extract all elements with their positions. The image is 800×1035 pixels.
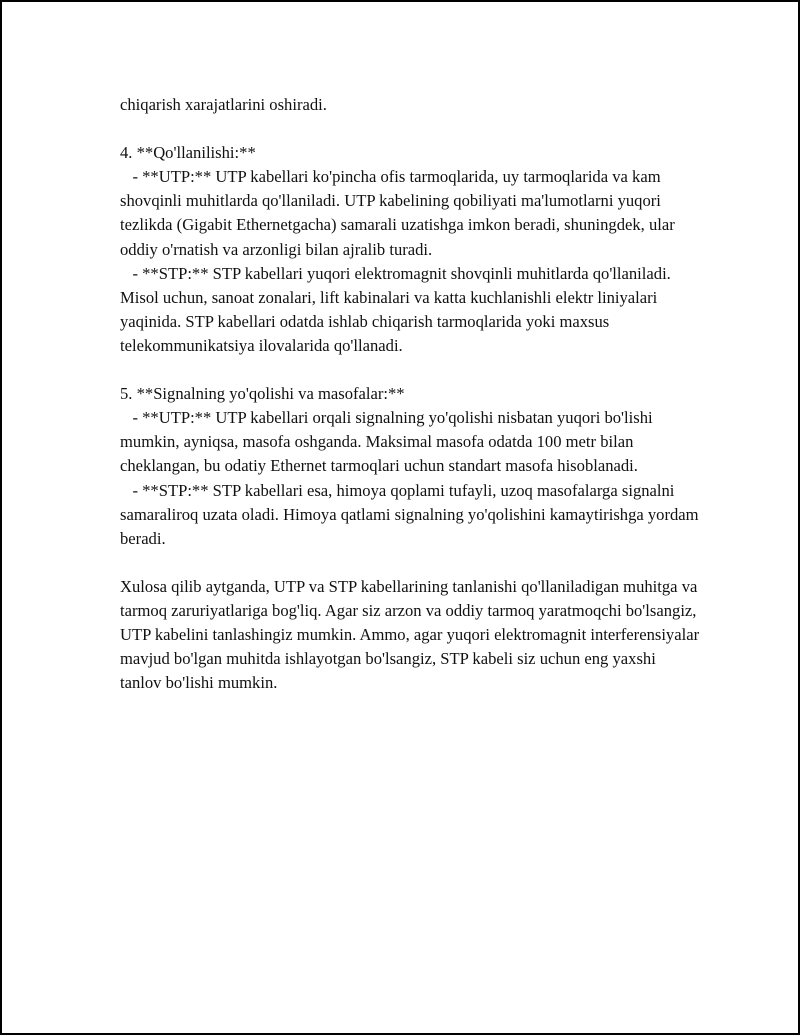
document-body <box>120 93 704 695</box>
conclusion-paragraph: Xulosa qilib aytganda, UTP va STP kabellarining tanlanishi qo'llaniladigan muhitga va tarmoq zaruriyatlariga bog'liq. Agar siz arzon va oddiy tarmoq yaratmoqchi bo'lsangiz, UTP kabelini tanlashingiz mumkin. Ammo, agar yuqori elektromagnit interferensiyalar mavjud bo'lgan muhitda ishlayotgan bo'lsangiz, STP kabeli siz uchun eng yaxshi tanlov bo'lishi mumkin. <box>120 576 704 693</box>
section-5-stp-item: - **STP:** STP kabellari esa, himoya qoplami tufayli, uzoq masofalarga signalni samaraliroq uzata oladi. Himoya qatlami signalning yo'qolishini kamaytirishga yordam beradi. <box>120 480 703 548</box>
section-5-utp-item: - **UTP:** UTP kabellari orqali signalning yo'qolishi nisbatan yuqori bo'lishi mumkin, ayniqsa, masofa oshganda. Maksimal masofa odatda 100 metr bilan cheklangan, bu odatiy Ethernet tarmoqlari uchun standart masofa hisoblanadi. <box>120 408 657 476</box>
section-5-heading: 5. **Signalning yo'qolishi va masofalar:** <box>120 384 405 404</box>
paragraph-gap <box>120 551 700 575</box>
continuation-text: chiqarish xarajatlarini oshiradi. <box>120 95 327 114</box>
section-4-stp-item: - **STP:** STP kabellari yuqori elektromagnit shovqinli muhitlarda qo'llaniladi. Misol uchun, sanoat zonalari, lift kabinalari va katta kuchlanishli elektr liniyalari yaqinida. STP kabellari odatda ishlab chiqarish tarmoqlarida yoki maxsus telekommunikatsiya ilovalarida qo'llanadi. <box>120 263 675 355</box>
section-4-heading: 4. **Qo'llanilishi:** <box>120 143 256 163</box>
paragraph-gap <box>120 117 700 141</box>
paragraph-gap <box>120 358 700 382</box>
section-4-utp-item: - **UTP:** UTP kabellari ko'pincha ofis tarmoqlarida, uy tarmoqlarida va kam shovqinli muhitlarda qo'llaniladi. UTP kabelining qobiliyati ma'lumotlarni yuqori tezlikda (Gigabit Ethernetgacha) samarali uzatishga imkon beradi, shuningdek, ular oddiy o'rnatish va arzonligi bilan ajralib turadi. <box>120 167 679 259</box>
